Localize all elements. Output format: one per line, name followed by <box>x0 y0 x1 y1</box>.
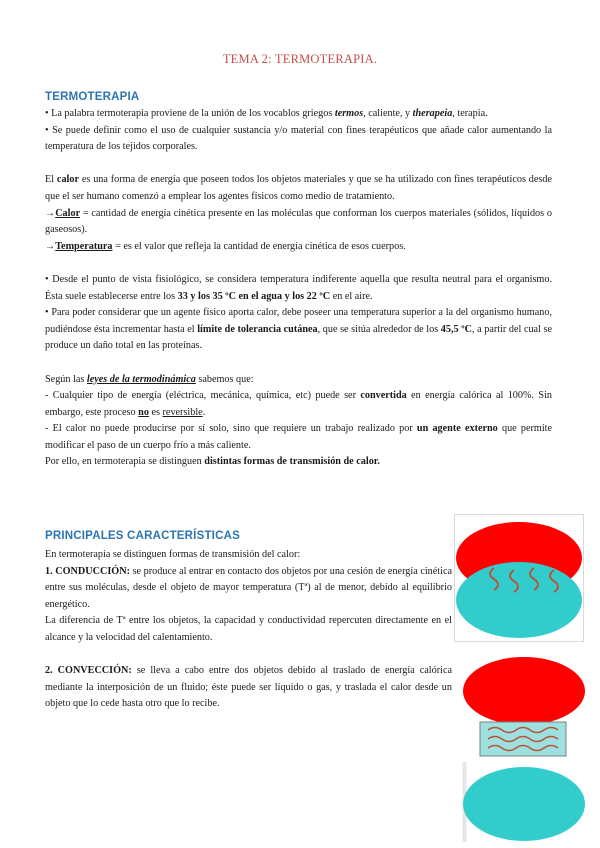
paragraph-transmission-intro: En termoterapia se distinguen formas de transmisión del calor: <box>45 549 301 560</box>
paragraph-conveccion: 2. CONVECCIÓN: se lleva a cabo entre dos objetos debido al traslado de energía calórica mediante la interposición de un fluido; éste puede ser líquido o gas, y traslada el calor desde un objeto que lo cede hasta otro que lo recibe. <box>45 665 452 710</box>
paragraph-conclusion: Por ello, en termoterapia se distinguen distintas formas de transmisión de calor. <box>45 456 380 468</box>
paragraph-tolerance-limit: • Para poder considerar que un agente físico aporta calor, debe poseer una temperatura superior a la del organismo humano, pudiéndose ésta incrementar hasta el límite de tolerancia cutánea, que se sitúa alrededor de los 45,5 ºC, a partir del cual se produce un daño total en las proteínas. <box>45 307 553 352</box>
section-heading-termoterapia: TERMOTERAPIA <box>45 91 140 103</box>
paragraph-temperatura-definition: →Temperatura = es el valor que refleja la cantidad de energía cinética de esos cuerpos. <box>45 240 406 252</box>
paragraph-external-agent: - El calor no puede producirse por sí solo, sino que requiere un trabajo realizado por un agente externo que permite modificar el paso de un cuerpo frío a más caliente. <box>45 423 552 451</box>
convection-diagram <box>462 654 586 844</box>
document-title: TEMA 2: TERMOTERAPIA. <box>222 52 378 66</box>
paragraph-conduccion: 1. CONDUCCIÓN: se produce al entrar en contacto dos objetos por una cesión de energía cinética entre sus moléculas, desde el objeto de mayor temperatura (Tª) al de menor, debido al equilibrio energético. <box>45 565 452 610</box>
paragraph-thermodynamics-intro: Según las leyes de la termodinámica sabemos que: <box>45 373 254 385</box>
paragraph-definition: • Se puede definir como el uso de cualquier sustancia y/o material con fines terapéuticos que añade calor aumentando la temperatura de los tejidos corporales. <box>45 124 552 153</box>
section-caracteristicas-body <box>45 547 452 713</box>
cold-object <box>456 562 582 638</box>
section-heading-caracteristicas: PRINCIPALES CARACTERÍSTICAS <box>45 530 240 542</box>
cold-object <box>463 767 585 841</box>
paragraph-indifferent-temperature: • Desde el punto de vista fisiológico, se considera temperatura indiferente aquella que resulta neutral para el organismo. Ésta suele establecerse entre los 33 y los 35 ºC en el agua y los 22 ºC en el aire. <box>45 273 552 302</box>
paragraph-calor-definition: →Calor = cantidad de energía cinética presente en las moléculas que conforman los cuerpos materiales (sólidos, líquidos o gaseosos). <box>45 207 552 236</box>
conduction-diagram <box>454 514 584 642</box>
hot-object <box>463 657 585 725</box>
paragraph-calor: El calor es una forma de energía que poseen todos los objetos materiales y que se ha utilizado con fines terapéuticos desde que el ser humano comenzó a emplear los agentes físicos como medio de tratamiento. <box>45 174 552 202</box>
section-termoterapia-body <box>45 106 552 471</box>
paragraph-etymology: • La palabra termoterapia proviene de la unión de los vocablos griegos termos, caliente, y therapeia, terapia. <box>45 108 488 119</box>
paragraph-conduccion-factors: La diferencia de Tª entre los objetos, la capacidad y conductividad repercuten directamente en el alcance y la velocidad del calentamiento. <box>45 615 452 643</box>
paragraph-energy-conversion: - Cualquier tipo de energía (eléctrica, mecánica, química, etc) puede ser convertida en energía calórica al 100%. Sin embargo, este proceso no es reversible. <box>45 390 552 418</box>
